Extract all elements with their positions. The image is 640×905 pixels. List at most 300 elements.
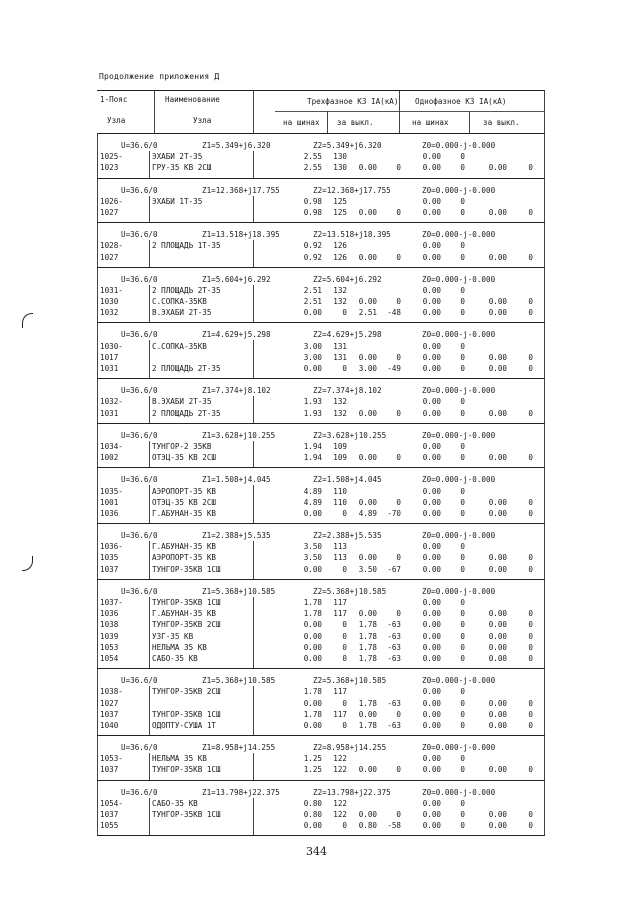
row-vline — [97, 781, 98, 836]
value-c9: 0.00 — [488, 163, 507, 173]
value-c8: 0 — [460, 441, 465, 451]
value-c6: 0 — [396, 408, 401, 418]
node-name: ОТЭЦ-35 КВ 2СШ — [152, 453, 217, 463]
value-c7: 0.00 — [422, 308, 441, 318]
z0-value: Z0=0.000-j-0.000 — [422, 230, 496, 240]
value-c7: 0.00 — [422, 352, 441, 362]
value-c7: 0.00 — [422, 754, 441, 764]
node-name: ЭХАБИ 2Т-35 — [152, 152, 203, 162]
value-c5: 0.00 — [358, 408, 377, 418]
value-c9: 0.00 — [488, 609, 507, 619]
value-c5: 0.00 — [358, 453, 377, 463]
table-row — [97, 352, 545, 363]
value-c8: 0 — [460, 620, 465, 630]
value-c9: 0.00 — [488, 631, 507, 641]
value-c4: 0 — [342, 698, 347, 708]
header-col4-top: Однофазное КЗ IA(кА) — [415, 97, 507, 106]
value-c8: 0 — [460, 542, 465, 552]
value-c3: 1.78 — [303, 709, 322, 719]
table-row — [97, 341, 545, 352]
value-c3: 0.00 — [303, 642, 322, 652]
value-c7: 0.00 — [422, 720, 441, 730]
value-c7: 0.00 — [422, 609, 441, 619]
table-row — [97, 541, 545, 552]
value-c7: 0.00 — [422, 364, 441, 373]
value-c8: 0 — [460, 765, 465, 775]
value-c10: 0 — [528, 308, 533, 318]
row-vline — [149, 151, 150, 178]
value-c5: 0.00 — [358, 163, 377, 173]
row-vline — [253, 541, 254, 579]
value-c8: 0 — [460, 486, 465, 496]
value-c7: 0.00 — [422, 196, 441, 206]
value-c8: 0 — [460, 497, 465, 507]
value-c7: 0.00 — [422, 152, 441, 162]
row-vline — [149, 753, 150, 780]
node-id: 1035- — [100, 486, 123, 496]
value-c10: 0 — [528, 364, 533, 373]
value-c3: 0.80 — [303, 810, 322, 819]
value-c3: 0.00 — [303, 564, 322, 574]
header-vline — [154, 91, 155, 133]
node-id: 1025- — [100, 152, 123, 162]
z1-value: Z1=3.628+j10.255 — [202, 430, 276, 440]
value-c3: 1.25 — [303, 754, 322, 764]
node-block — [97, 424, 545, 469]
value-c7: 0.00 — [422, 252, 441, 262]
node-id: 1034- — [100, 441, 123, 451]
node-name: С.СОПКА-35КВ — [152, 297, 207, 307]
table-row — [97, 151, 545, 162]
node-id: 1035 — [100, 553, 119, 563]
value-c7: 0.00 — [422, 687, 441, 697]
node-name: САБО-35 КВ — [152, 653, 198, 663]
value-c4: 110 — [333, 486, 347, 496]
value-c9: 0.00 — [488, 821, 507, 831]
table-row — [97, 608, 545, 619]
node-name: В.ЭХАБИ 2Т-35 — [152, 308, 212, 318]
value-c3: 2.55 — [303, 163, 322, 173]
table-row — [97, 497, 545, 508]
voltage: U=36.6/0 — [121, 330, 158, 340]
table-row — [97, 296, 545, 307]
value-c8: 0 — [460, 397, 465, 407]
row-vline — [253, 798, 254, 836]
value-c8: 0 — [460, 553, 465, 563]
value-c7: 0.00 — [422, 497, 441, 507]
z2-value: Z2=2.388+j5.535 — [313, 531, 382, 541]
table-row — [97, 552, 545, 563]
node-name: 2 ПЛОЩАДЬ 2Т-35 — [152, 285, 221, 295]
value-c6: -63 — [387, 720, 401, 730]
value-c5: 0.00 — [358, 709, 377, 719]
table-header — [97, 90, 545, 134]
row-vline — [253, 396, 254, 423]
value-c6: 0 — [396, 252, 401, 262]
value-c3: 1.78 — [303, 598, 322, 607]
node-id: 1032 — [100, 308, 119, 318]
value-c4: 0 — [342, 720, 347, 730]
value-c7: 0.00 — [422, 163, 441, 173]
value-c9: 0.00 — [488, 364, 507, 373]
value-c8: 0 — [460, 564, 465, 574]
value-c4: 113 — [333, 542, 347, 552]
value-c8: 0 — [460, 754, 465, 764]
value-c3: 1.25 — [303, 765, 322, 775]
voltage: U=36.6/0 — [121, 430, 158, 440]
value-c4: 0 — [342, 821, 347, 831]
z2-value: Z2=5.368+j10.585 — [313, 676, 387, 686]
value-c10: 0 — [528, 453, 533, 463]
header-vline — [253, 91, 254, 133]
value-c5: 1.78 — [358, 631, 377, 641]
value-c8: 0 — [460, 653, 465, 663]
value-c6: -63 — [387, 698, 401, 708]
value-c4: 132 — [333, 297, 347, 307]
node-block — [97, 134, 545, 179]
value-c3: 0.00 — [303, 720, 322, 730]
header-divider — [275, 111, 545, 112]
value-c10: 0 — [528, 642, 533, 652]
impedance-line — [97, 185, 545, 196]
value-c4: 0 — [342, 631, 347, 641]
node-block — [97, 379, 545, 424]
row-vline — [544, 524, 545, 579]
row-vline — [544, 134, 545, 178]
value-c8: 0 — [460, 720, 465, 730]
node-id: 1037 — [100, 564, 119, 574]
table-row — [97, 642, 545, 653]
row-vline — [253, 441, 254, 468]
value-c4: 109 — [333, 453, 347, 463]
value-c10: 0 — [528, 508, 533, 518]
value-c8: 0 — [460, 453, 465, 463]
z2-value: Z2=5.604+j6.292 — [313, 274, 382, 284]
value-c8: 0 — [460, 642, 465, 652]
voltage: U=36.6/0 — [121, 230, 158, 240]
node-name: ТУНГОР-35КВ 1СШ — [152, 564, 221, 574]
value-c4: 122 — [333, 798, 347, 808]
value-c7: 0.00 — [422, 207, 441, 217]
row-vline — [97, 223, 98, 267]
value-c7: 0.00 — [422, 441, 441, 451]
scan-mark-icon — [22, 313, 33, 328]
value-c6: 0 — [396, 709, 401, 719]
node-id: 1031- — [100, 285, 123, 295]
value-c7: 0.00 — [422, 598, 441, 607]
z0-value: Z0=0.000-j-0.000 — [422, 787, 496, 797]
table-row — [97, 196, 545, 207]
node-block — [97, 179, 545, 224]
value-c6: 0 — [396, 553, 401, 563]
impedance-line — [97, 229, 545, 240]
value-c3: 3.50 — [303, 542, 322, 552]
value-c4: 122 — [333, 754, 347, 764]
value-c7: 0.00 — [422, 285, 441, 295]
row-vline — [97, 268, 98, 323]
value-c4: 113 — [333, 553, 347, 563]
row-vline — [544, 736, 545, 780]
node-block — [97, 580, 545, 669]
node-id: 1027 — [100, 207, 119, 217]
table-row — [97, 363, 545, 374]
z2-value: Z2=8.958+j14.255 — [313, 743, 387, 753]
value-c4: 0 — [342, 364, 347, 373]
table-row — [97, 698, 545, 709]
value-c4: 125 — [333, 196, 347, 206]
value-c5: 1.78 — [358, 642, 377, 652]
value-c9: 0.00 — [488, 207, 507, 217]
z1-value: Z1=13.798+j22.375 — [202, 787, 280, 797]
value-c4: 131 — [333, 352, 347, 362]
row-vline — [253, 151, 254, 178]
value-c3: 0.92 — [303, 241, 322, 251]
table-row — [97, 252, 545, 263]
row-vline — [544, 468, 545, 523]
z1-value: Z1=1.508+j4.045 — [202, 475, 271, 485]
value-c3: 0.00 — [303, 508, 322, 518]
z0-value: Z0=0.000-j-0.000 — [422, 185, 496, 195]
node-id: 1036- — [100, 542, 123, 552]
value-c10: 0 — [528, 609, 533, 619]
row-vline — [149, 485, 150, 523]
value-c8: 0 — [460, 252, 465, 262]
value-c6: 0 — [396, 453, 401, 463]
table-row — [97, 207, 545, 218]
value-c4: 122 — [333, 765, 347, 775]
row-vline — [544, 179, 545, 223]
value-c10: 0 — [528, 297, 533, 307]
value-c3: 0.92 — [303, 252, 322, 262]
z0-value: Z0=0.000-j-0.000 — [422, 141, 496, 150]
node-name: НЕЛЬМА 35 КВ — [152, 754, 207, 764]
value-c10: 0 — [528, 252, 533, 262]
value-c3: 0.00 — [303, 364, 322, 373]
z2-value: Z2=13.798+j22.375 — [313, 787, 391, 797]
value-c5: 0.80 — [358, 821, 377, 831]
impedance-line — [97, 530, 545, 541]
value-c5: 1.78 — [358, 698, 377, 708]
value-c10: 0 — [528, 765, 533, 775]
value-c3: 0.00 — [303, 308, 322, 318]
value-c10: 0 — [528, 709, 533, 719]
z0-value: Z0=0.000-j-0.000 — [422, 330, 496, 340]
value-c9: 0.00 — [488, 497, 507, 507]
row-vline — [544, 781, 545, 836]
value-c10: 0 — [528, 720, 533, 730]
table-row — [97, 307, 545, 318]
value-c4: 130 — [333, 163, 347, 173]
node-name: 2 ПЛОЩАДЬ 2Т-35 — [152, 364, 221, 373]
node-id: 1054 — [100, 653, 119, 663]
z2-value: Z2=4.629+j5.298 — [313, 330, 382, 340]
impedance-line — [97, 385, 545, 396]
value-c9: 0.00 — [488, 553, 507, 563]
node-id: 1031 — [100, 364, 119, 373]
value-c4: 0 — [342, 642, 347, 652]
node-name: ТУНГОР-2 35КВ — [152, 441, 212, 451]
row-vline — [544, 268, 545, 323]
node-id: 1028- — [100, 241, 123, 251]
node-name: УЗГ-35 КВ — [152, 631, 194, 641]
node-name: Г.АБУНАН-35 КВ — [152, 609, 217, 619]
node-id: 1038 — [100, 620, 119, 630]
voltage: U=36.6/0 — [121, 531, 158, 541]
value-c5: 1.78 — [358, 620, 377, 630]
value-c8: 0 — [460, 687, 465, 697]
row-vline — [253, 196, 254, 223]
value-c6: -63 — [387, 653, 401, 663]
value-c8: 0 — [460, 152, 465, 162]
value-c6: 0 — [396, 810, 401, 819]
node-block — [97, 669, 545, 736]
header-sub-out-3ph: за выкл. — [337, 118, 374, 127]
voltage: U=36.6/0 — [121, 386, 158, 396]
scan-mark-icon — [22, 556, 33, 571]
value-c7: 0.00 — [422, 821, 441, 831]
node-name: АЭРОПОРТ-35 КВ — [152, 553, 217, 563]
results-table — [97, 90, 545, 836]
table-row — [97, 764, 545, 775]
value-c4: 131 — [333, 341, 347, 351]
header-sub-bus-3ph: на шинах — [283, 118, 320, 127]
z0-value: Z0=0.000-j-0.000 — [422, 743, 496, 753]
value-c3: 0.80 — [303, 798, 322, 808]
value-c8: 0 — [460, 408, 465, 418]
value-c6: 0 — [396, 297, 401, 307]
z0-value: Z0=0.000-j-0.000 — [422, 386, 496, 396]
value-c6: -67 — [387, 564, 401, 574]
node-id: 1054- — [100, 798, 123, 808]
node-block — [97, 736, 545, 781]
row-vline — [253, 597, 254, 668]
value-c8: 0 — [460, 364, 465, 373]
value-c6: -58 — [387, 821, 401, 831]
row-vline — [253, 340, 254, 378]
value-c8: 0 — [460, 598, 465, 607]
row-vline — [149, 340, 150, 378]
table-row — [97, 441, 545, 452]
row-vline — [253, 240, 254, 267]
node-id: 1037- — [100, 598, 123, 607]
value-c9: 0.00 — [488, 653, 507, 663]
header-sub-bus-1ph: на шинах — [412, 118, 449, 127]
node-block — [97, 781, 545, 837]
impedance-line — [97, 430, 545, 441]
node-id: 1040 — [100, 720, 119, 730]
impedance-line — [97, 140, 545, 151]
value-c4: 0 — [342, 508, 347, 518]
node-block — [97, 268, 545, 324]
node-name: Г.АБУНАН-35 КВ — [152, 508, 217, 518]
value-c9: 0.00 — [488, 709, 507, 719]
value-c6: 0 — [396, 352, 401, 362]
node-name: ТУНГОР-35КВ 1СШ — [152, 709, 221, 719]
value-c10: 0 — [528, 810, 533, 819]
value-c10: 0 — [528, 408, 533, 418]
table-row — [97, 285, 545, 296]
node-id: 1027 — [100, 698, 119, 708]
value-c5: 0.00 — [358, 352, 377, 362]
node-id: 1037 — [100, 810, 119, 819]
value-c9: 0.00 — [488, 252, 507, 262]
value-c4: 132 — [333, 397, 347, 407]
value-c5: 1.78 — [358, 720, 377, 730]
voltage: U=36.6/0 — [121, 787, 158, 797]
value-c10: 0 — [528, 620, 533, 630]
node-name: ГРУ-35 КВ 2СШ — [152, 163, 212, 173]
value-c7: 0.00 — [422, 765, 441, 775]
value-c10: 0 — [528, 564, 533, 574]
node-name: ТУНГОР-35КВ 1СШ — [152, 598, 221, 607]
z0-value: Z0=0.000-j-0.000 — [422, 586, 496, 596]
row-vline — [544, 379, 545, 423]
voltage: U=36.6/0 — [121, 185, 158, 195]
page-number: 344 — [306, 845, 327, 858]
value-c9: 0.00 — [488, 308, 507, 318]
value-c3: 3.50 — [303, 553, 322, 563]
value-c9: 0.00 — [488, 453, 507, 463]
node-name: ТУНГОР-35КВ 1СШ — [152, 765, 221, 775]
node-block — [97, 468, 545, 524]
node-name: Г.АБУНАН-35 КВ — [152, 542, 217, 552]
value-c5: 1.78 — [358, 653, 377, 663]
row-vline — [149, 196, 150, 223]
value-c4: 117 — [333, 687, 347, 697]
value-c8: 0 — [460, 698, 465, 708]
row-vline — [149, 597, 150, 668]
value-c3: 2.51 — [303, 285, 322, 295]
value-c7: 0.00 — [422, 508, 441, 518]
value-c9: 0.00 — [488, 508, 507, 518]
row-vline — [97, 379, 98, 423]
value-c8: 0 — [460, 196, 465, 206]
value-c8: 0 — [460, 352, 465, 362]
value-c3: 2.55 — [303, 152, 322, 162]
value-c10: 0 — [528, 163, 533, 173]
row-vline — [544, 580, 545, 668]
value-c8: 0 — [460, 821, 465, 831]
row-vline — [253, 753, 254, 780]
value-c6: 0 — [396, 163, 401, 173]
row-vline — [253, 485, 254, 523]
value-c7: 0.00 — [422, 341, 441, 351]
value-c4: 126 — [333, 252, 347, 262]
value-c5: 3.50 — [358, 564, 377, 574]
value-c4: 122 — [333, 810, 347, 819]
value-c7: 0.00 — [422, 698, 441, 708]
value-c5: 0.00 — [358, 609, 377, 619]
header-vline — [327, 111, 328, 133]
row-vline — [149, 396, 150, 423]
value-c4: 117 — [333, 609, 347, 619]
row-vline — [544, 323, 545, 378]
value-c7: 0.00 — [422, 642, 441, 652]
value-c6: -70 — [387, 508, 401, 518]
table-body — [97, 134, 545, 836]
header-vline — [399, 91, 400, 133]
node-name: 2 ПЛОЩАДЬ 2Т-35 — [152, 408, 221, 418]
value-c6: 0 — [396, 207, 401, 217]
value-c7: 0.00 — [422, 542, 441, 552]
z2-value: Z2=12.368+j17.755 — [313, 185, 391, 195]
value-c4: 130 — [333, 152, 347, 162]
value-c7: 0.00 — [422, 241, 441, 251]
node-id: 1001 — [100, 497, 119, 507]
table-row — [97, 820, 545, 831]
node-id: 1030 — [100, 297, 119, 307]
table-row — [97, 686, 545, 697]
